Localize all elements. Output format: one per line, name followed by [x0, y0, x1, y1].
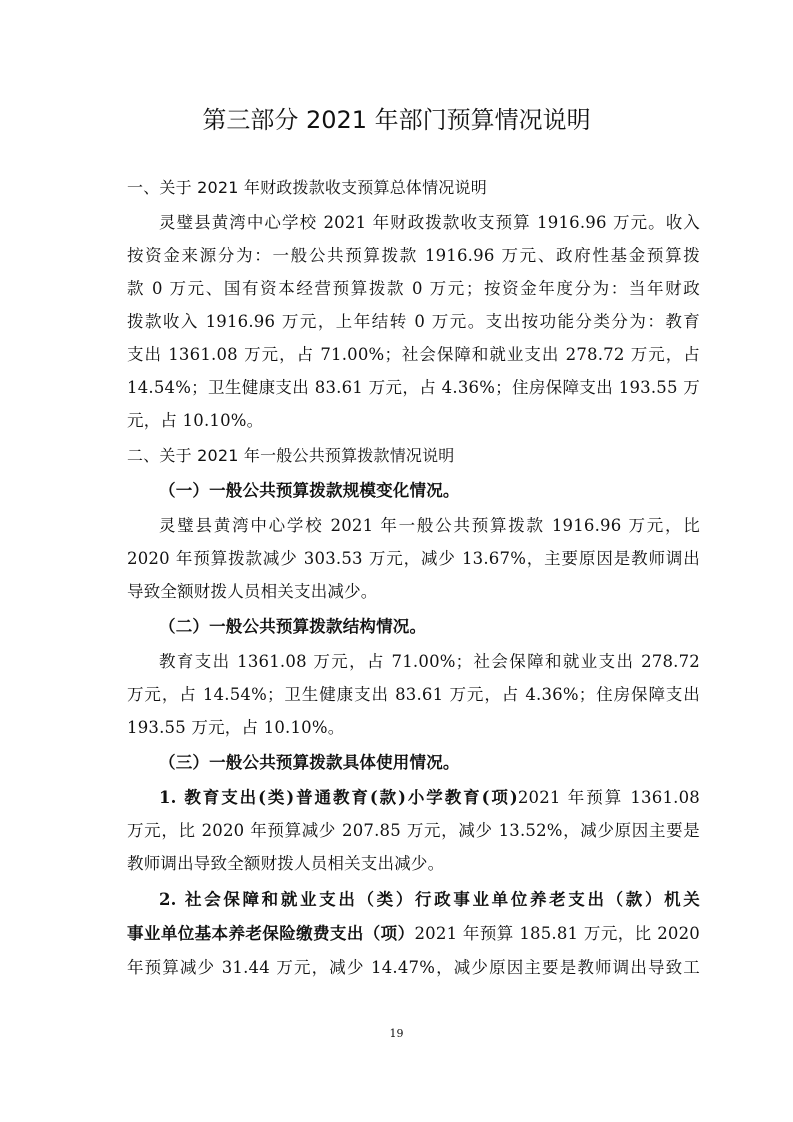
paragraph-line: 按资金来源分为：一般公共预算拨款 1916.96 万元、政府性基金预算拨	[127, 246, 700, 265]
paragraph-line: 万元，占 14.54%；卫生健康支出 83.61 万元，占 4.36%；住房保障支出	[127, 685, 700, 704]
paragraph-line: 万元，比 2020 年预算减少 207.85 万元，减少 13.52%，减少原因主要是	[127, 821, 700, 840]
section-2-heading: 二、关于 2021 年一般公共预算拨款情况说明	[127, 446, 455, 465]
subsection-3-heading: （三）一般公共预算拨款具体使用情况。	[159, 753, 460, 772]
item-1-text: 2021 年预算 1361.08	[517, 788, 700, 807]
paragraph-line: 灵璧县黄湾中心学校 2021 年财政拨款收支预算 1916.96 万元。收入	[159, 213, 700, 232]
paragraph-line: 193.55 万元，占 10.10%。	[127, 718, 345, 737]
item-2-label-line: 2. 社会保障和就业支出（类）行政事业单位养老支出（款）机关	[159, 890, 700, 909]
paragraph-line: 支出 1361.08 万元，占 71.00%；社会保障和就业支出 278.72 万元，占	[127, 345, 700, 364]
paragraph-line: 元，占 10.10%。	[127, 411, 264, 430]
paragraph-line: 教师调出导致全额财拨人员相关支出减少。	[127, 854, 445, 873]
paragraph-line: 年预算减少 31.44 万元，减少 14.47%，减少原因主要是教师调出导致工	[127, 958, 700, 977]
paragraph-line: 导致全额财拨人员相关支出减少。	[127, 582, 378, 601]
paragraph-line	[0, 922, 700, 946]
item-2-label: 事业单位基本养老保险缴费支出（项）	[127, 924, 415, 943]
paragraph-line	[0, 786, 700, 810]
subsection-2-heading: （二）一般公共预算拨款结构情况。	[159, 617, 427, 636]
paragraph-line: 14.54%；卫生健康支出 83.61 万元，占 4.36%；住房保障支出 193.55 万	[127, 378, 700, 397]
page-number: 19	[389, 1027, 404, 1040]
section-1-heading: 一、关于 2021 年财政拨款收支预算总体情况说明	[127, 178, 487, 197]
paragraph-line: 款 0 万元、国有资本经营预算拨款 0 万元；按资金年度分为：当年财政	[127, 279, 700, 298]
page-title: 第三部分 2021 年部门预算情况说明	[202, 106, 591, 134]
paragraph-line: 教育支出 1361.08 万元，占 71.00%；社会保障和就业支出 278.72	[159, 652, 700, 671]
item-1-label: 1. 教育支出(类)普通教育(款)小学教育(项)	[159, 788, 518, 807]
subsection-1-heading: （一）一般公共预算拨款规模变化情况。	[159, 481, 460, 500]
paragraph-line: 灵璧县黄湾中心学校 2021 年一般公共预算拨款 1916.96 万元，比	[159, 516, 700, 535]
paragraph-line: 拨款收入 1916.96 万元，上年结转 0 万元。支出按功能分类分为：教育	[127, 312, 700, 331]
item-2-text: 2021 年预算 185.81 万元，比 2020	[414, 924, 700, 943]
paragraph-line: 2020 年预算拨款减少 303.53 万元，减少 13.67%，主要原因是教师调出	[127, 549, 700, 568]
